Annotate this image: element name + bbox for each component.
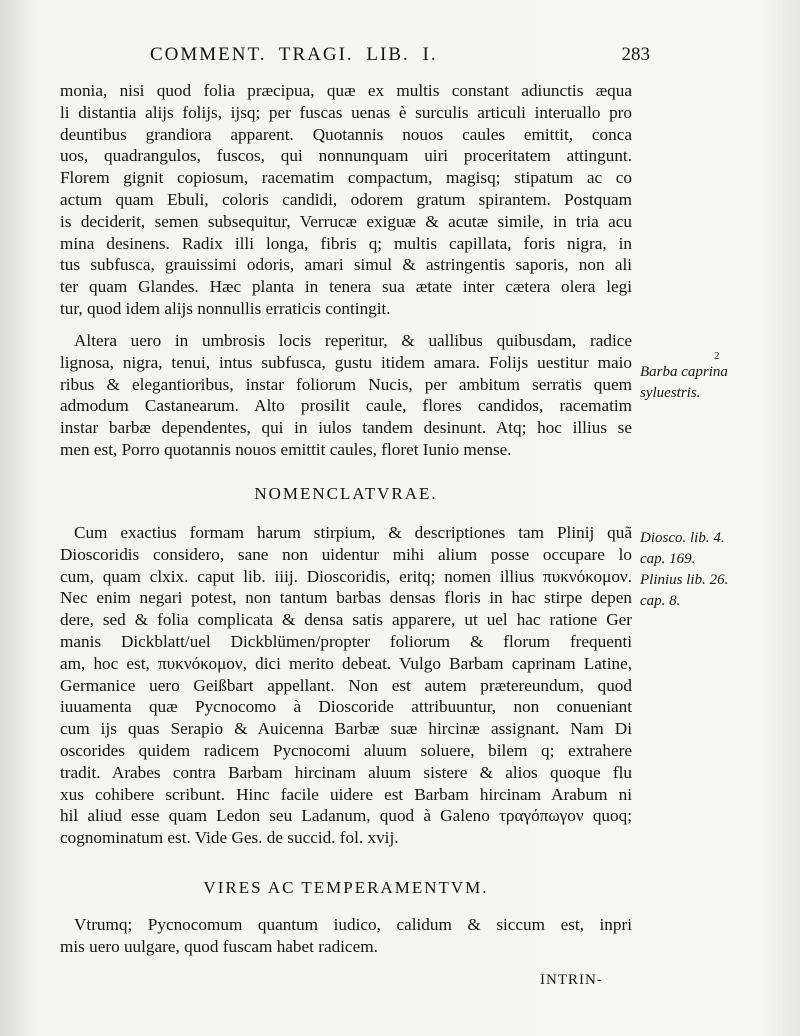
running-title: COMMENT. TRAGI. LIB. I. <box>150 44 438 65</box>
page-number: 283 <box>621 44 650 65</box>
text-line: hil aliud esse quam Ledon seu Ladanum, quod à Galeno τραγόπωγον quoq; <box>60 806 632 826</box>
text-line: uos, quadrangulos, fuscos, qui nonnunquam uiri proceritatem attingunt. <box>60 146 632 166</box>
margin-note-number: 2 <box>714 350 720 362</box>
section-heading-nomenclaturae: NOMENCLATVRAE. <box>254 484 438 503</box>
text-line: instar barbæ dependentes, qui in iulos tandem desinunt. Atq; hoc illius se <box>60 418 632 438</box>
catchword: INTRIN- <box>540 972 603 988</box>
running-head <box>150 44 650 66</box>
text-line: am, hoc est, πυκνόκομον, dici merito debeat. Vulgo Barbam caprinam Latine, <box>60 653 632 673</box>
text-line: manis Dickblatt/uel Dickblümen/propter foliorum & florum frequenti <box>60 631 632 651</box>
text-line: cognominatum est. Vide Ges. de succid. fol. xvij. <box>60 828 399 848</box>
text-line: lignosa, nigra, tenui, intus subfusca, gustu itidem amara. Folijs uestitur maio <box>60 352 632 372</box>
section-heading-vires: VIRES AC TEMPERAMENTVM. <box>203 878 489 897</box>
text-line: Cum exactius formam harum stirpium, & descriptiones tam Plinij quã <box>74 523 632 542</box>
margin-note-line: syluestris. <box>640 385 701 401</box>
text-line: admodum Castanearum. Alto prosilit caule, flores candidos, racematim <box>60 396 632 416</box>
text-line: ter quam Glandes. Hæc planta in tenera sua ætate inter cætera olera legi <box>60 277 632 297</box>
text-line: dere, sed & folia complicata & densa satis apparere, ut uel hac ratione Ger <box>60 610 632 630</box>
text-line: Vtrumq; Pycnocomum quantum iudico, calidum & siccum est, inpri <box>74 915 632 934</box>
intro-paragraph <box>60 80 632 320</box>
text-line: Altera uero in umbrosis locis reperitur, & uallibus quibusdam, radice <box>74 331 632 350</box>
text-line: mina desinens. Radix illi longa, fibris q; multis capillata, foris nigra, in <box>60 233 632 253</box>
vires-paragraph <box>60 914 632 958</box>
text-line: is deciderit, semen subsequitur, Verrucæ exiguæ & acutæ simile, in tria acu <box>60 211 632 231</box>
margin-note-line: Barba caprina <box>640 364 728 380</box>
text-line: xus cohibere scribunt. Hinc facile uidere est Barbam hircinam Arabum ni <box>60 784 632 804</box>
nomenclaturae-paragraph <box>60 522 632 849</box>
text-line: ribus & elegantioribus, instar foliorum Nucis, per ambitum serratis quem <box>60 374 632 394</box>
text-line: iuuamenta quæ Pycnocomo à Dioscoride attribuuntur, non conueniant <box>60 697 632 717</box>
text-line: Germanice uero Geißbart appellant. Non est autem prætereundum, quod <box>60 675 632 695</box>
text-line: cum ijs quas Serapio & Auicenna Barbæ suæ hircinæ assignant. Nam Di <box>60 719 632 739</box>
text-line: Dioscoridis considero, sane non uidentur mihi alium posse occupare lo <box>60 544 632 564</box>
text-line: Nec enim negari potest, non tantum barbas densas floris in hac stirpe depen <box>60 588 632 608</box>
text-line: deuntibus grandiora apparent. Quotannis nouos caules emittit, conca <box>60 124 632 144</box>
margin-ref: cap. 169. <box>640 551 696 567</box>
margin-note-barba-caprina <box>640 350 800 404</box>
text-line: monia, nisi quod folia præcipua, quæ ex multis constant adiunctis æqua <box>60 81 632 100</box>
margin-ref: Plinius lib. 26. <box>640 572 729 588</box>
text-line: li distantia alijs folijs, ijsq; per fuscas uenas è surculis articuli interuallo pro <box>60 102 632 122</box>
margin-ref: Diosco. lib. 4. <box>640 530 725 546</box>
text-line: oscorides quidem radicem Pycnocomi aluum soluere, bilem q; extrahere <box>60 740 632 760</box>
text-line: tus subfusca, grauissimi odoris, amari simul & astringentis saporis, non ali <box>60 255 632 275</box>
text-line: tradit. Arabes contra Barbam hircinam aluum sistere & alios quoque flu <box>60 762 632 782</box>
text-line: actum quam Ebuli, coloris candidi, odorem gratum spirantem. Postquam <box>60 189 632 209</box>
margin-ref: cap. 8. <box>640 593 681 609</box>
altera-paragraph <box>60 330 632 461</box>
text-line: mis uero uulgare, quod fuscam habet radicem. <box>60 936 378 956</box>
text-line: men est, Porro quotannis nouos emittit caules, floret Iunio mense. <box>60 439 512 459</box>
margin-note-references <box>640 528 800 612</box>
text-line: tur, quod idem alijs nonnullis erraticis contingit. <box>60 298 391 318</box>
text-line: Florem gignit copiosum, racematim compactum, magisq; stipatum ac co <box>60 168 632 188</box>
text-line: cum, quam clxix. caput lib. iiij. Dioscoridis, eritq; nomen illius πυκνόκομον. <box>60 566 632 586</box>
